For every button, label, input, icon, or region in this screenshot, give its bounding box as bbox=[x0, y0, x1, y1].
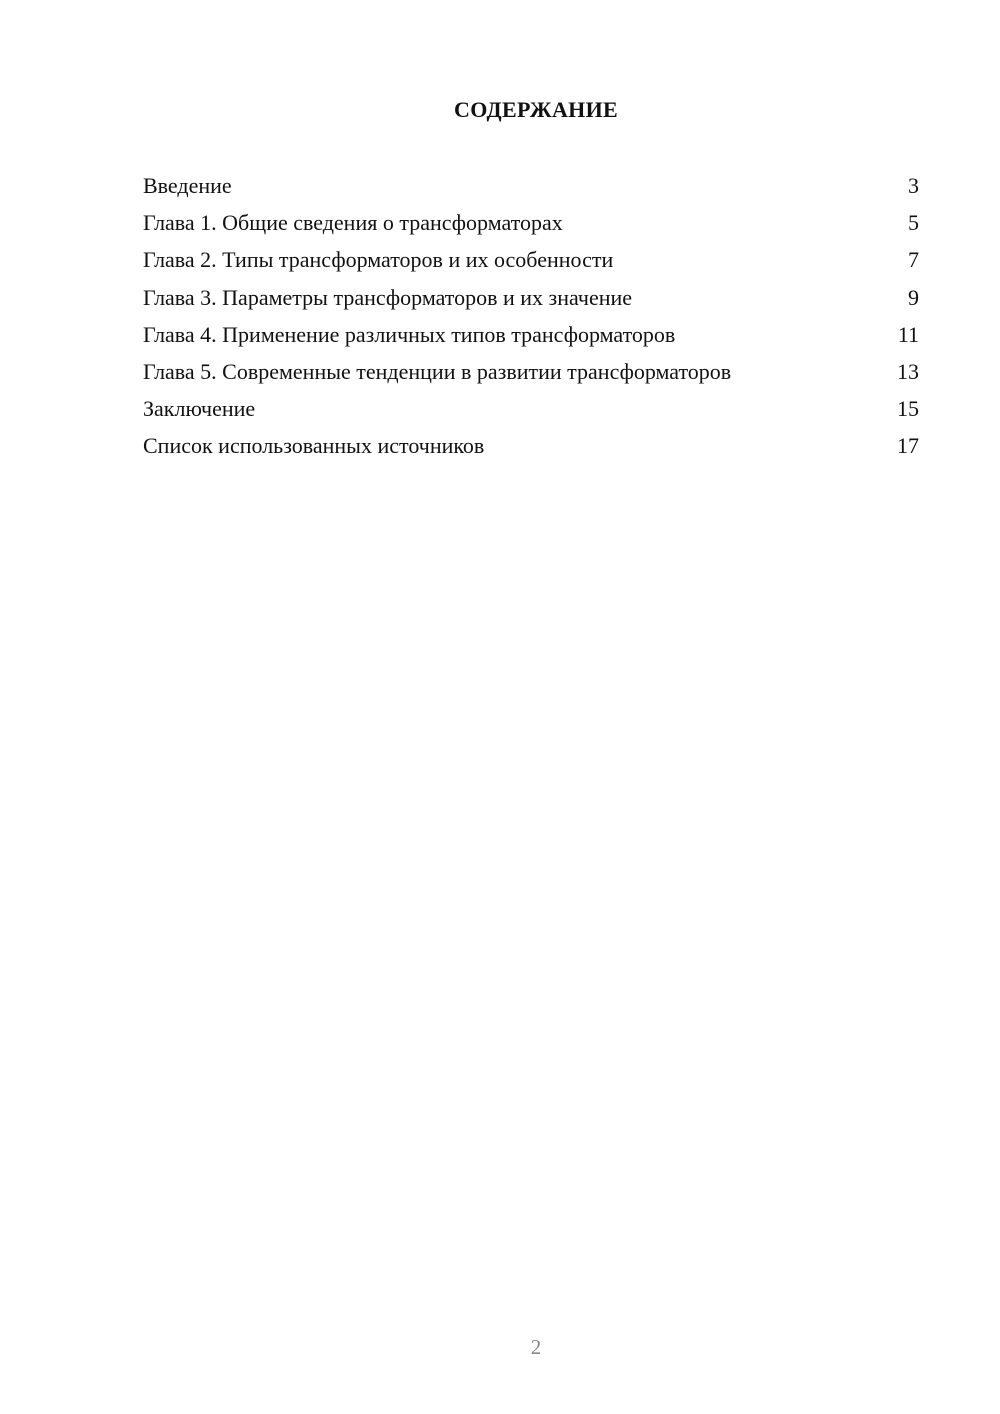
toc-entry-title: Введение bbox=[143, 173, 232, 198]
toc-entry-title: Глава 4. Применение различных типов трансформаторов bbox=[143, 321, 676, 347]
toc-entry-title: Глава 1. Общие сведения о трансформаторах bbox=[143, 210, 563, 236]
toc-entry-chapter-4 bbox=[143, 316, 919, 353]
toc-entry-page: 15 bbox=[897, 396, 919, 422]
toc-entry-page: 7 bbox=[908, 247, 919, 273]
toc-entry-page: 9 bbox=[908, 284, 919, 310]
page-title: СОДЕРЖАНИЕ bbox=[454, 97, 618, 122]
toc-entry-introduction bbox=[143, 167, 919, 204]
toc-entry-page: 3 bbox=[908, 173, 919, 198]
toc-entry-references bbox=[143, 427, 919, 464]
toc-entry-chapter-1 bbox=[143, 204, 919, 241]
toc-entry-page: 5 bbox=[908, 210, 919, 236]
toc-entry-title: Заключение bbox=[143, 396, 256, 422]
toc-entry-page: 11 bbox=[897, 321, 919, 347]
toc-entry-title: Список использованных источников bbox=[143, 433, 485, 459]
page-number: 2 bbox=[530, 1335, 542, 1359]
toc-entry-page: 13 bbox=[897, 358, 919, 384]
toc-entry-chapter-3 bbox=[143, 279, 919, 316]
toc-entry-page: 17 bbox=[897, 433, 919, 459]
table-of-contents bbox=[143, 167, 919, 465]
toc-entry-title: Глава 5. Современные тенденции в развитии трансформаторов bbox=[143, 358, 732, 384]
toc-entry-chapter-5 bbox=[143, 353, 919, 390]
toc-entry-title: Глава 2. Типы трансформаторов и их особенности bbox=[143, 247, 614, 273]
toc-entry-title: Глава 3. Параметры трансформаторов и их значение bbox=[143, 284, 633, 310]
toc-entry-conclusion bbox=[143, 390, 919, 427]
toc-entry-chapter-2 bbox=[143, 241, 919, 278]
